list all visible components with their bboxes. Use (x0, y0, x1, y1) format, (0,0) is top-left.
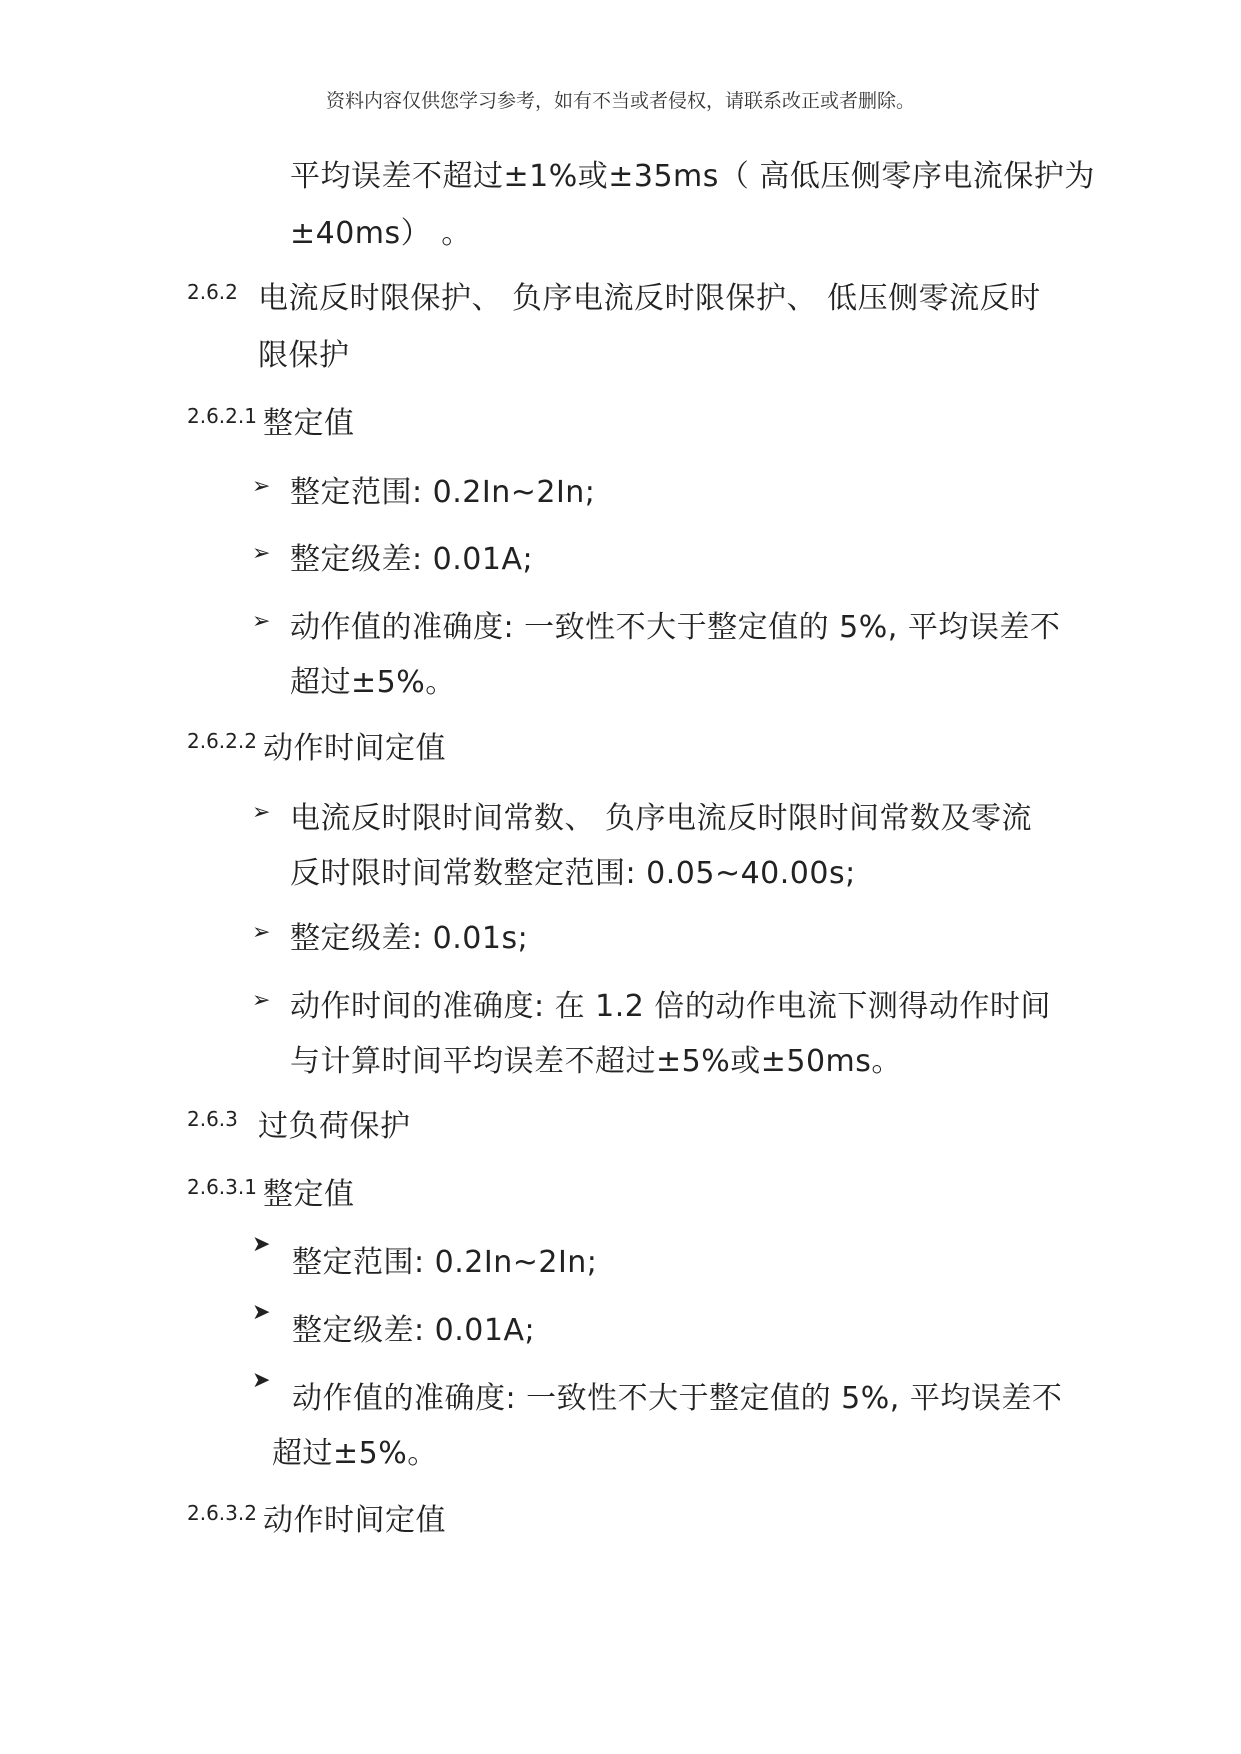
bullet-arrow-icon: ➤ (252, 1368, 271, 1393)
bullet-arrow-icon: ➢ (252, 988, 271, 1013)
bullet-arrow-icon: ➢ (252, 541, 271, 566)
section-title-2-6-3-2: 动作时间定值 (263, 1503, 446, 1538)
section-title-2-6-2-1: 整定值 (263, 406, 355, 441)
section-number-2-6-2-1: 2.6.2.1 (187, 404, 257, 428)
list-item-2-6-2-1-c-line2: 超过±5%。 (290, 665, 456, 700)
section-title-2-6-2-2: 动作时间定值 (263, 731, 446, 766)
list-item-2-6-2-1-a: 整定范围: 0.2In~2In; (290, 475, 596, 510)
section-number-2-6-3: 2.6.3 (187, 1107, 238, 1131)
list-item-2-6-2-2-c-line2: 与计算时间平均误差不超过±5%或±50ms。 (290, 1044, 902, 1079)
bullet-arrow-icon: ➢ (252, 920, 271, 945)
bullet-arrow-icon: ➤ (252, 1300, 271, 1325)
bullet-arrow-icon: ➢ (252, 474, 271, 499)
bullet-arrow-icon: ➢ (252, 609, 271, 634)
section-number-2-6-3-1: 2.6.3.1 (187, 1175, 257, 1199)
section-title-2-6-3-1: 整定值 (263, 1177, 355, 1212)
list-item-2-6-2-2-a-line2: 反时限时间常数整定范围: 0.05~40.00s; (290, 856, 856, 891)
section-number-2-6-2: 2.6.2 (187, 280, 238, 304)
list-item-2-6-3-1-a: 整定范围: 0.2In~2In; (292, 1245, 598, 1280)
section-title-2-6-2-line1: 电流反时限保护、 负序电流反时限保护、 低压侧零流反时 (258, 281, 1041, 316)
list-item-2-6-2-2-a-line1: 电流反时限时间常数、 负序电流反时限时间常数及零流 (290, 801, 1033, 836)
list-item-2-6-3-1-c-line2: 超过±5%。 (272, 1436, 438, 1471)
intro-line-1: 平均误差不超过±1%或±35ms（ 高低压侧零序电流保护为 (290, 159, 1095, 194)
list-item-2-6-3-1-c-line1: 动作值的准确度: 一致性不大于整定值的 5%, 平均误差不 (292, 1381, 1063, 1416)
intro-line-2: ±40ms） 。 (290, 216, 472, 251)
section-number-2-6-3-2: 2.6.3.2 (187, 1501, 257, 1525)
section-title-2-6-2-line2: 限保护 (258, 338, 350, 373)
header-disclaimer: 资料内容仅供您学习参考，如有不当或者侵权，请联系改正或者删除。 (325, 90, 915, 112)
list-item-2-6-2-1-b: 整定级差: 0.01A; (290, 542, 534, 577)
list-item-2-6-2-2-b: 整定级差: 0.01s; (290, 921, 529, 956)
list-item-2-6-3-1-b: 整定级差: 0.01A; (292, 1313, 536, 1348)
list-item-2-6-2-2-c-line1: 动作时间的准确度: 在 1.2 倍的动作电流下测得动作时间 (290, 989, 1051, 1024)
bullet-arrow-icon: ➢ (252, 800, 271, 825)
section-number-2-6-2-2: 2.6.2.2 (187, 729, 257, 753)
section-title-2-6-3: 过负荷保护 (258, 1109, 411, 1144)
list-item-2-6-2-1-c-line1: 动作值的准确度: 一致性不大于整定值的 5%, 平均误差不 (290, 610, 1061, 645)
bullet-arrow-icon: ➤ (252, 1232, 271, 1257)
